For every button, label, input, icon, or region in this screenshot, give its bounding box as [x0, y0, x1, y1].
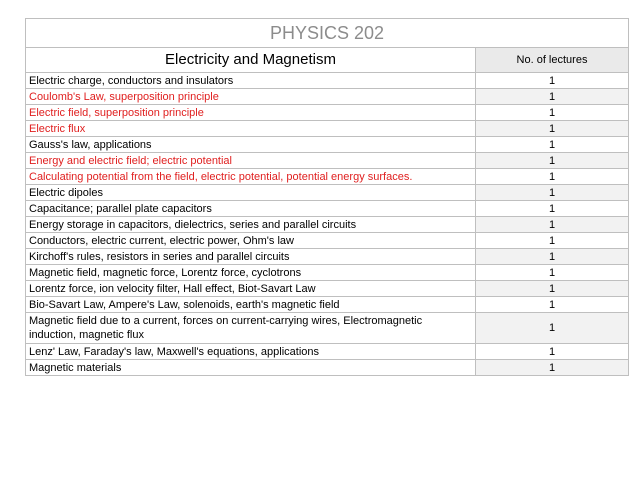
table-row: [26, 313, 629, 344]
header-row: [26, 48, 629, 73]
topic-cell: Kirchoff's rules, resistors in series and parallel circuits: [26, 249, 476, 265]
lectures-cell: 1: [476, 233, 629, 249]
lectures-cell: 1: [476, 105, 629, 121]
lectures-cell: 1: [476, 153, 629, 169]
topic-cell: Calculating potential from the field, electric potential, potential energy surfaces.: [26, 169, 476, 185]
topic-cell: Capacitance; parallel plate capacitors: [26, 201, 476, 217]
topic-cell: Conductors, electric current, electric power, Ohm's law: [26, 233, 476, 249]
lectures-cell: 1: [476, 137, 629, 153]
lectures-cell: 1: [476, 265, 629, 281]
topic-cell: Magnetic field, magnetic force, Lorentz force, cyclotrons: [26, 265, 476, 281]
table-row: [26, 89, 629, 105]
table-row: [26, 281, 629, 297]
topic-header: Electricity and Magnetism: [26, 48, 476, 73]
lectures-cell: 1: [476, 249, 629, 265]
table-row: [26, 297, 629, 313]
lectures-cell: 1: [476, 121, 629, 137]
lectures-cell: 1: [476, 281, 629, 297]
table-row: [26, 265, 629, 281]
lectures-cell: 1: [476, 89, 629, 105]
topic-cell: Energy and electric field; electric potential: [26, 153, 476, 169]
topic-cell: Lorentz force, ion velocity filter, Hall effect, Biot-Savart Law: [26, 281, 476, 297]
topic-cell: Magnetic materials: [26, 360, 476, 376]
topic-cell: Bio-Savart Law, Ampere's Law, solenoids, earth's magnetic field: [26, 297, 476, 313]
table-row: [26, 73, 629, 89]
syllabus-table: [25, 18, 629, 376]
topic-cell: Energy storage in capacitors, dielectrics, series and parallel circuits: [26, 217, 476, 233]
title-row: [26, 19, 629, 48]
lectures-cell: 1: [476, 73, 629, 89]
table-row: [26, 233, 629, 249]
table-row: [26, 249, 629, 265]
lectures-cell: 1: [476, 313, 629, 344]
lectures-cell: 1: [476, 297, 629, 313]
table-row: [26, 105, 629, 121]
lectures-cell: 1: [476, 185, 629, 201]
table-row: [26, 185, 629, 201]
topic-cell: Electric charge, conductors and insulators: [26, 73, 476, 89]
lectures-cell: 1: [476, 169, 629, 185]
topic-cell: Magnetic field due to a current, forces on current-carrying wires, Electromagnetic induction, magnetic flux: [26, 313, 476, 344]
table-row: [26, 344, 629, 360]
lectures-cell: 1: [476, 360, 629, 376]
topic-cell: Coulomb's Law, superposition principle: [26, 89, 476, 105]
topic-cell: Lenz' Law, Faraday's law, Maxwell's equations, applications: [26, 344, 476, 360]
table-row: [26, 137, 629, 153]
table-row: [26, 360, 629, 376]
table-row: [26, 153, 629, 169]
table-row: [26, 201, 629, 217]
lectures-cell: 1: [476, 217, 629, 233]
topic-cell: Electric field, superposition principle: [26, 105, 476, 121]
table-row: [26, 169, 629, 185]
lectures-cell: 1: [476, 344, 629, 360]
topic-cell: Gauss's law, applications: [26, 137, 476, 153]
lectures-cell: 1: [476, 201, 629, 217]
topic-cell: Electric dipoles: [26, 185, 476, 201]
table-row: [26, 217, 629, 233]
course-title: PHYSICS 202: [26, 19, 629, 48]
table-row: [26, 121, 629, 137]
topic-cell: Electric flux: [26, 121, 476, 137]
lectures-header: No. of lectures: [476, 48, 629, 73]
